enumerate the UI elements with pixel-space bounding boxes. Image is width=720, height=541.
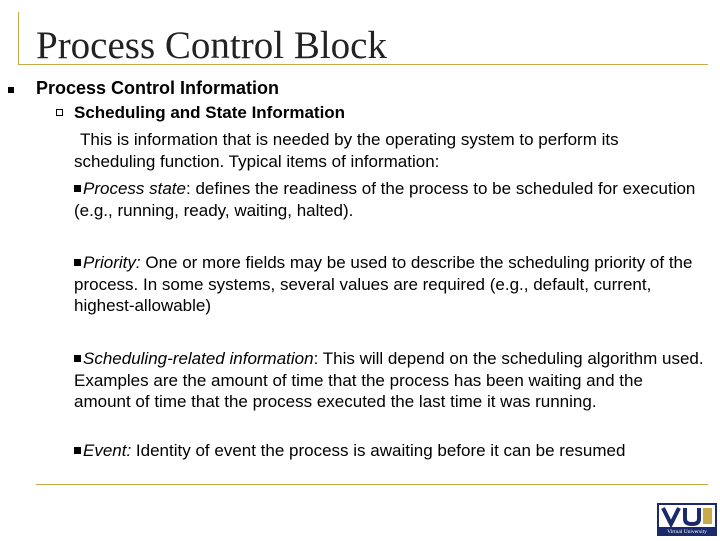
item-term: Process state: [83, 179, 186, 198]
vu-logo-icon: [657, 503, 717, 536]
subsection-heading: Scheduling and State Information: [74, 103, 346, 122]
item-term: Priority:: [83, 253, 141, 272]
square-bullet-icon: [74, 185, 81, 192]
footer-rule: [36, 484, 708, 485]
hollow-square-bullet-icon: [56, 109, 63, 116]
title-frame-vertical-rule: [18, 12, 19, 64]
virtual-university-logo: [657, 503, 717, 536]
section-heading: Process Control Information: [36, 78, 280, 98]
list-item-scheduling-info: [74, 348, 704, 413]
item-text: : defines the readiness of the process to be scheduled for execution (e.g., running, ready, waiting, halted).: [74, 179, 696, 220]
item-text: One or more fields may be used to describe the scheduling priority of the process. In some systems, several values are required (e.g., default, current, highest-allowable): [74, 253, 693, 315]
item-term: Scheduling-related information: [83, 349, 314, 368]
item-term: Event:: [83, 441, 132, 460]
list-item-priority: [74, 252, 704, 317]
list-item-process-state: [74, 178, 704, 221]
item-text: : This will depend on the scheduling algorithm used. Examples are the amount of time that the process has been waiting and the amount of time that the process executed the last time it was running.: [74, 349, 704, 411]
svg-text:Virtual University: Virtual University: [667, 529, 707, 535]
intro-paragraph: This is information that is needed by the operating system to perform its scheduling function. Typical items of information:: [74, 130, 619, 171]
square-bullet-icon: [74, 447, 81, 454]
square-bullet-icon: [8, 87, 14, 93]
list-item-event: [74, 440, 704, 462]
square-bullet-icon: [74, 355, 81, 362]
square-bullet-icon: [74, 259, 81, 266]
slide-title: Process Control Block: [36, 24, 387, 67]
item-text: Identity of event the process is awaiting before it can be resumed: [131, 441, 626, 460]
